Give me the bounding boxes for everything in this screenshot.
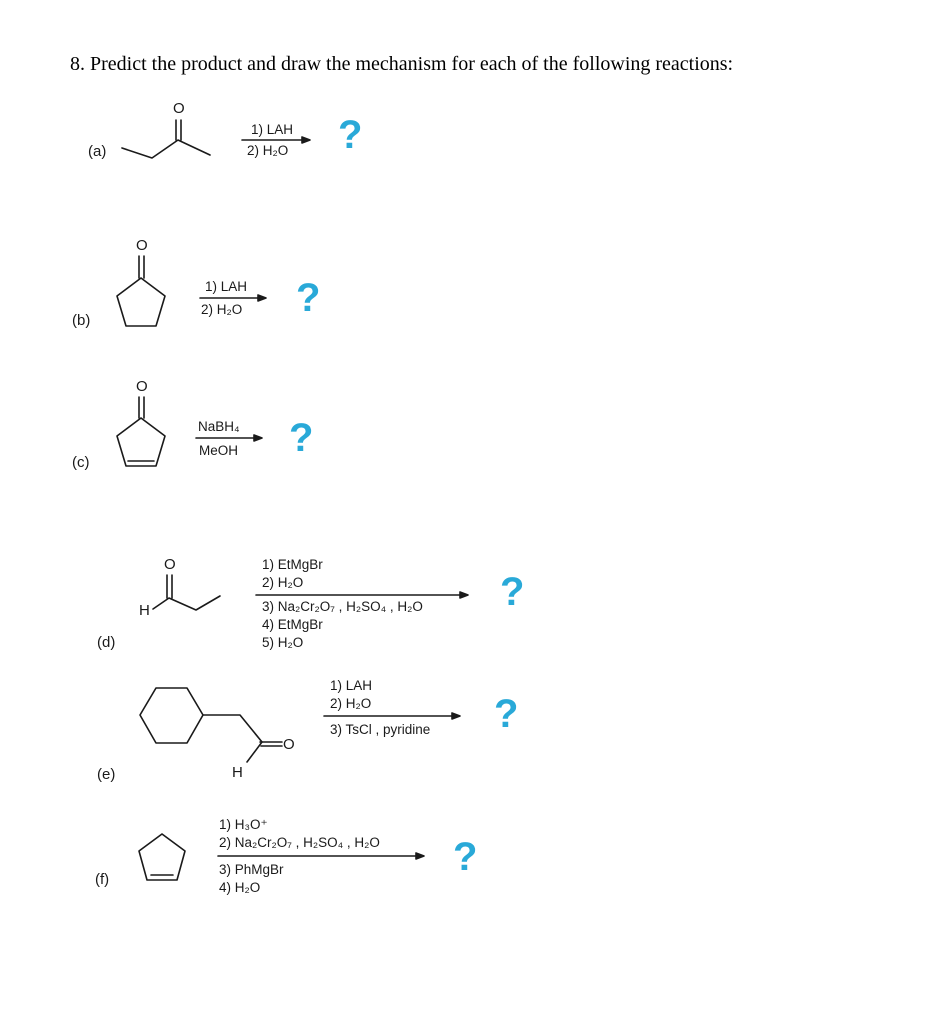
reagent-d-3: 3) Na₂Cr₂O₇ , H₂SO₄ , H₂O [262,599,423,614]
arrow-e [324,713,460,719]
reagent-d-4: 4) EtMgBr [262,617,323,632]
structure-b-cyclopentanone [117,256,165,326]
question-number: 8. [70,53,85,75]
product-question-mark-c: ? [289,416,314,460]
arrow-b [200,295,266,301]
structure-c-cyclopentenone [117,397,165,466]
reagent-b-1: 1) LAH [205,279,248,294]
reagent-f-1: 1) H₃O⁺ [219,817,268,832]
part-label-d: (d) [97,634,116,651]
arrow-c [196,435,262,441]
atom-d-hydrogen: H [139,602,150,619]
product-question-mark-f: ? [453,835,478,879]
part-label-b: (b) [72,312,91,329]
atom-b-oxygen: O [136,237,148,254]
reagent-c-1: NaBH₄ [198,419,240,434]
atom-c-oxygen: O [136,378,148,395]
reagent-e-1: 1) LAH [330,678,373,693]
product-question-mark-a: ? [338,113,363,157]
part-label-e: (e) [97,766,116,783]
arrow-d [256,592,468,598]
reagent-d-5: 5) H₂O [262,635,304,650]
product-question-mark-b: ? [296,276,321,320]
reagent-e-2: 2) H₂O [330,696,372,711]
arrow-f [218,853,424,859]
part-label-f: (f) [95,871,110,888]
product-question-mark-d: ? [500,570,525,614]
reagent-a-2: 2) H₂O [247,143,289,158]
atom-a-oxygen: O [173,100,185,117]
atom-e-hydrogen: H [232,764,243,781]
reagent-f-4: 4) H₂O [219,880,261,895]
reagent-f-3: 3) PhMgBr [219,862,284,877]
reagent-d-1: 1) EtMgBr [262,557,323,572]
part-label-c: (c) [72,454,90,471]
reagent-f-2: 2) Na₂Cr₂O₇ , H₂SO₄ , H₂O [219,835,380,850]
structure-a-butanone [122,120,210,158]
structure-e-cyclohexyl-aldehyde [140,688,282,762]
reagent-e-3: 3) TsCl , pyridine [330,722,431,737]
reagent-b-2: 2) H₂O [201,302,243,317]
structure-d-propanal [153,575,220,610]
reagent-c-2: MeOH [199,443,239,458]
part-label-a: (a) [88,143,107,160]
reagent-d-2: 2) H₂O [262,575,304,590]
product-question-mark-e: ? [494,692,519,736]
question-text: Predict the product and draw the mechanism for each of the following reactions: [90,53,734,75]
structure-f-cyclopentene [139,834,185,880]
atom-d-oxygen: O [164,556,176,573]
atom-e-oxygen: O [283,736,295,753]
reagent-a-1: 1) LAH [251,122,294,137]
